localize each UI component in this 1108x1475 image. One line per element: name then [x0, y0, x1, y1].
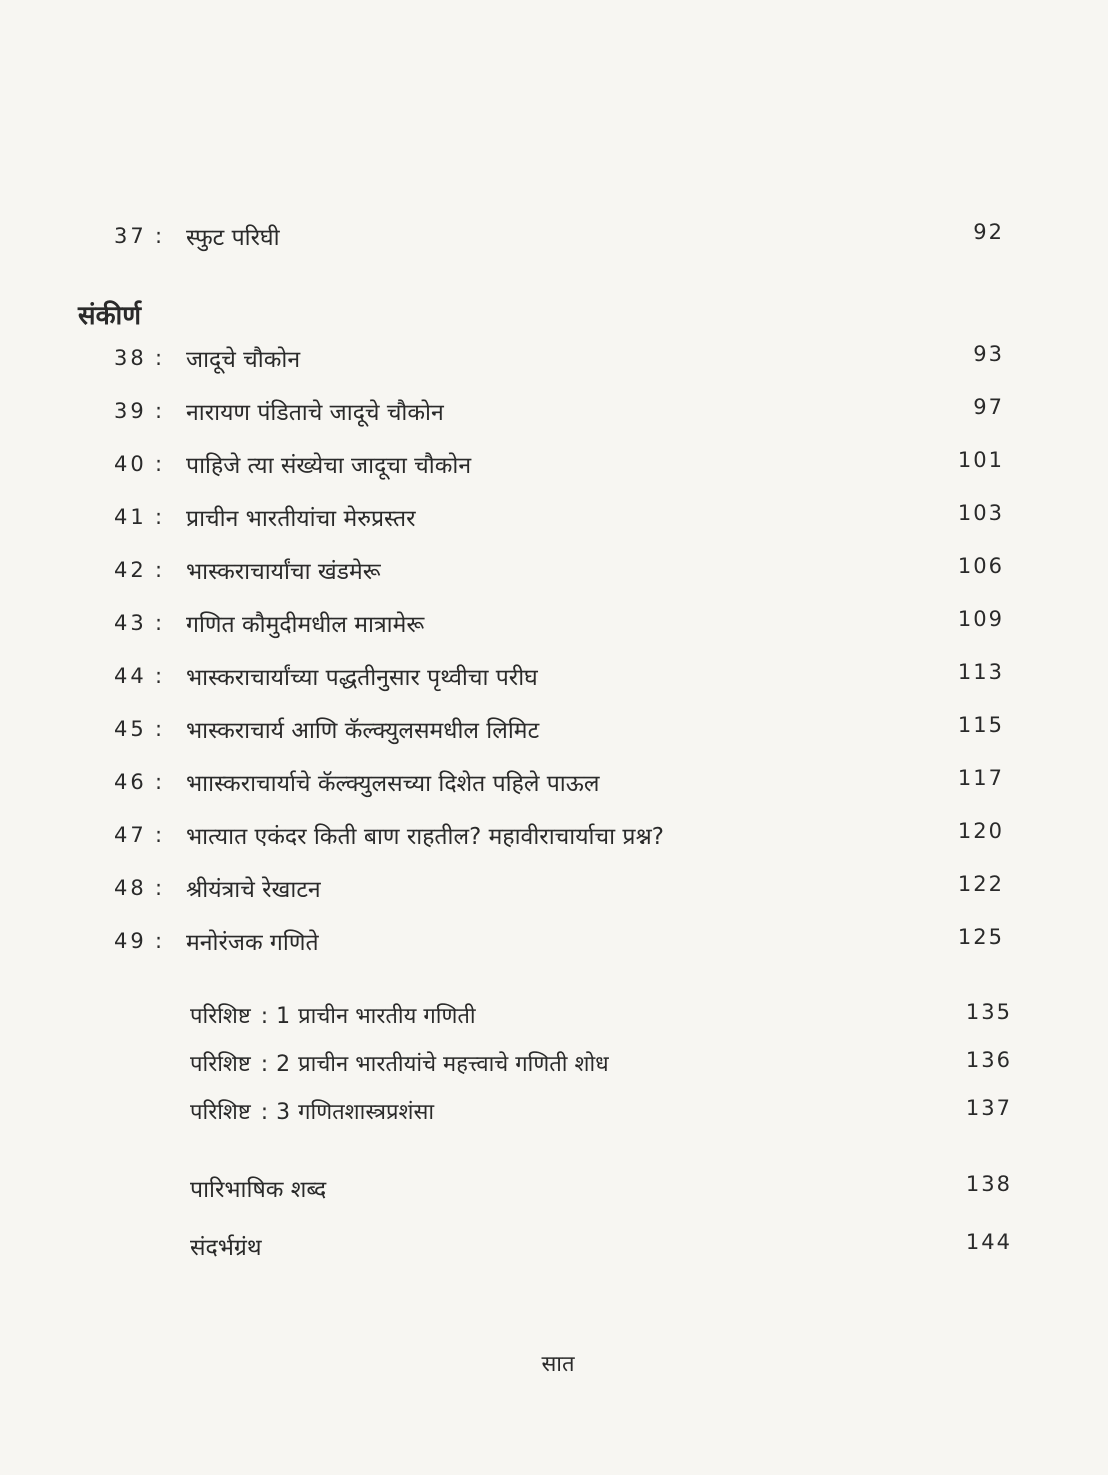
entry-title: जादूचे चौकोन: [186, 347, 301, 373]
entry-title: श्रीयंत्राचे रेखाटन: [186, 877, 321, 903]
entry-colon: :: [155, 505, 163, 529]
appendix-label: परिशिष्ट: [190, 1004, 251, 1029]
entry-title: पाहिजे त्या संख्येचा जादूचा चौकोन: [186, 453, 472, 479]
entry-title: भात्यात एकंदर किती बाण राहतील? महावीराचार्याचा प्रश्न?: [186, 824, 664, 850]
appendix-label: परिशिष्ट: [190, 1100, 251, 1125]
entry-page: 122: [957, 872, 1004, 896]
entry-title: भास्कराचार्यांचा खंडमेरू: [186, 559, 381, 585]
entry-page: 115: [957, 713, 1004, 737]
entry-page: 106: [957, 554, 1004, 578]
appendix-colon: :: [260, 1100, 269, 1125]
appendix-page: 137: [965, 1096, 1012, 1120]
bibliography-title: संदर्भग्रंथ: [190, 1235, 262, 1261]
entry-page: 125: [957, 925, 1004, 949]
appendix-label: परिशिष्ट: [190, 1052, 251, 1077]
entry-colon: :: [155, 224, 163, 248]
entry-title: स्फुट परिघी: [186, 225, 280, 251]
entry-number: 40: [114, 452, 147, 476]
extra-entry: [0, 1172, 1108, 1212]
appendix-title: प्राचीन भारतीय गणिती: [298, 1004, 476, 1029]
toc-entry: [0, 713, 1108, 753]
entry-colon: :: [155, 346, 163, 370]
entry-number: 42: [114, 558, 147, 582]
glossary-page: 138: [965, 1172, 1012, 1196]
entry-title: नारायण पंडिताचे जादूचे चौकोन: [186, 400, 444, 426]
entry-title: प्राचीन भारतीयांचा मेरुप्रस्तर: [186, 506, 416, 532]
entry-number: 39: [114, 399, 147, 423]
section-heading: संकीर्ण: [78, 301, 142, 331]
entry-number: 48: [114, 876, 147, 900]
appendix-text: [190, 1096, 434, 1126]
appendix-page: 136: [965, 1048, 1012, 1072]
entry-title: गणित कौमुदीमधील मात्रामेरू: [186, 612, 425, 638]
entry-page: 97: [973, 395, 1004, 419]
toc-entry: [0, 872, 1108, 912]
entry-colon: :: [155, 876, 163, 900]
toc-entry: [0, 448, 1108, 488]
appendix-colon: :: [260, 1052, 269, 1077]
appendix-number: 2: [276, 1052, 291, 1077]
appendix-colon: :: [260, 1004, 269, 1029]
entry-colon: :: [155, 452, 163, 476]
entry-colon: :: [155, 717, 163, 741]
toc-entry: [0, 766, 1108, 806]
footer-page-label: सात: [541, 1352, 575, 1377]
appendix-title: गणितशास्त्रप्रशंसा: [298, 1100, 435, 1125]
toc-entry: [0, 819, 1108, 859]
toc-entry: [0, 660, 1108, 700]
entry-number: 43: [114, 611, 147, 635]
entry-title: भास्कराचार्यांच्या पद्धतीनुसार पृथ्वीचा परीघ: [186, 665, 538, 691]
entry-number: 41: [114, 505, 147, 529]
extra-entry: [0, 1230, 1108, 1270]
entry-colon: :: [155, 558, 163, 582]
entry-title: मनोरंजक गणिते: [186, 930, 319, 956]
toc-entry: [0, 607, 1108, 647]
entry-colon: :: [155, 823, 163, 847]
entry-title: भाास्कराचार्याचे कॅल्क्युलसच्या दिशेत पहिले पाऊल: [186, 771, 600, 797]
entry-page: 92: [973, 220, 1004, 244]
toc-entry: [0, 395, 1108, 435]
entry-page: 101: [957, 448, 1004, 472]
toc-entry: [0, 925, 1108, 965]
entry-page: 117: [957, 766, 1004, 790]
glossary-title: पारिभाषिक शब्द: [190, 1177, 327, 1203]
entry-title: भास्कराचार्य आणि कॅल्क्युलसमधील लिमिट: [186, 718, 540, 744]
toc-entry: [0, 554, 1108, 594]
appendix-page: 135: [965, 1000, 1012, 1024]
appendix-entry: [0, 1048, 1108, 1088]
toc-entry: [0, 220, 1108, 260]
entry-number: 44: [114, 664, 147, 688]
toc-entry: [0, 501, 1108, 541]
entry-page: 93: [973, 342, 1004, 366]
toc-entry: [0, 342, 1108, 382]
entry-colon: :: [155, 399, 163, 423]
entry-colon: :: [155, 929, 163, 953]
entry-number: 45: [114, 717, 147, 741]
entry-page: 113: [957, 660, 1004, 684]
entry-page: 120: [957, 819, 1004, 843]
entry-page: 103: [957, 501, 1004, 525]
entry-page: 109: [957, 607, 1004, 631]
entry-number: 37: [114, 224, 147, 248]
entry-number: 49: [114, 929, 147, 953]
bibliography-page: 144: [965, 1230, 1012, 1254]
entry-colon: :: [155, 664, 163, 688]
appendix-title: प्राचीन भारतीयांचे महत्त्वाचे गणिती शोध: [298, 1052, 609, 1077]
appendix-number: 1: [276, 1004, 291, 1029]
appendix-text: [190, 1048, 609, 1078]
entry-colon: :: [155, 611, 163, 635]
page-footer: [0, 1348, 1108, 1378]
entry-number: 38: [114, 346, 147, 370]
appendix-number: 3: [276, 1100, 291, 1125]
appendix-entry: [0, 1096, 1108, 1136]
entry-number: 46: [114, 770, 147, 794]
entry-number: 47: [114, 823, 147, 847]
appendix-text: [190, 1000, 476, 1030]
appendix-entry: [0, 1000, 1108, 1040]
entry-colon: :: [155, 770, 163, 794]
